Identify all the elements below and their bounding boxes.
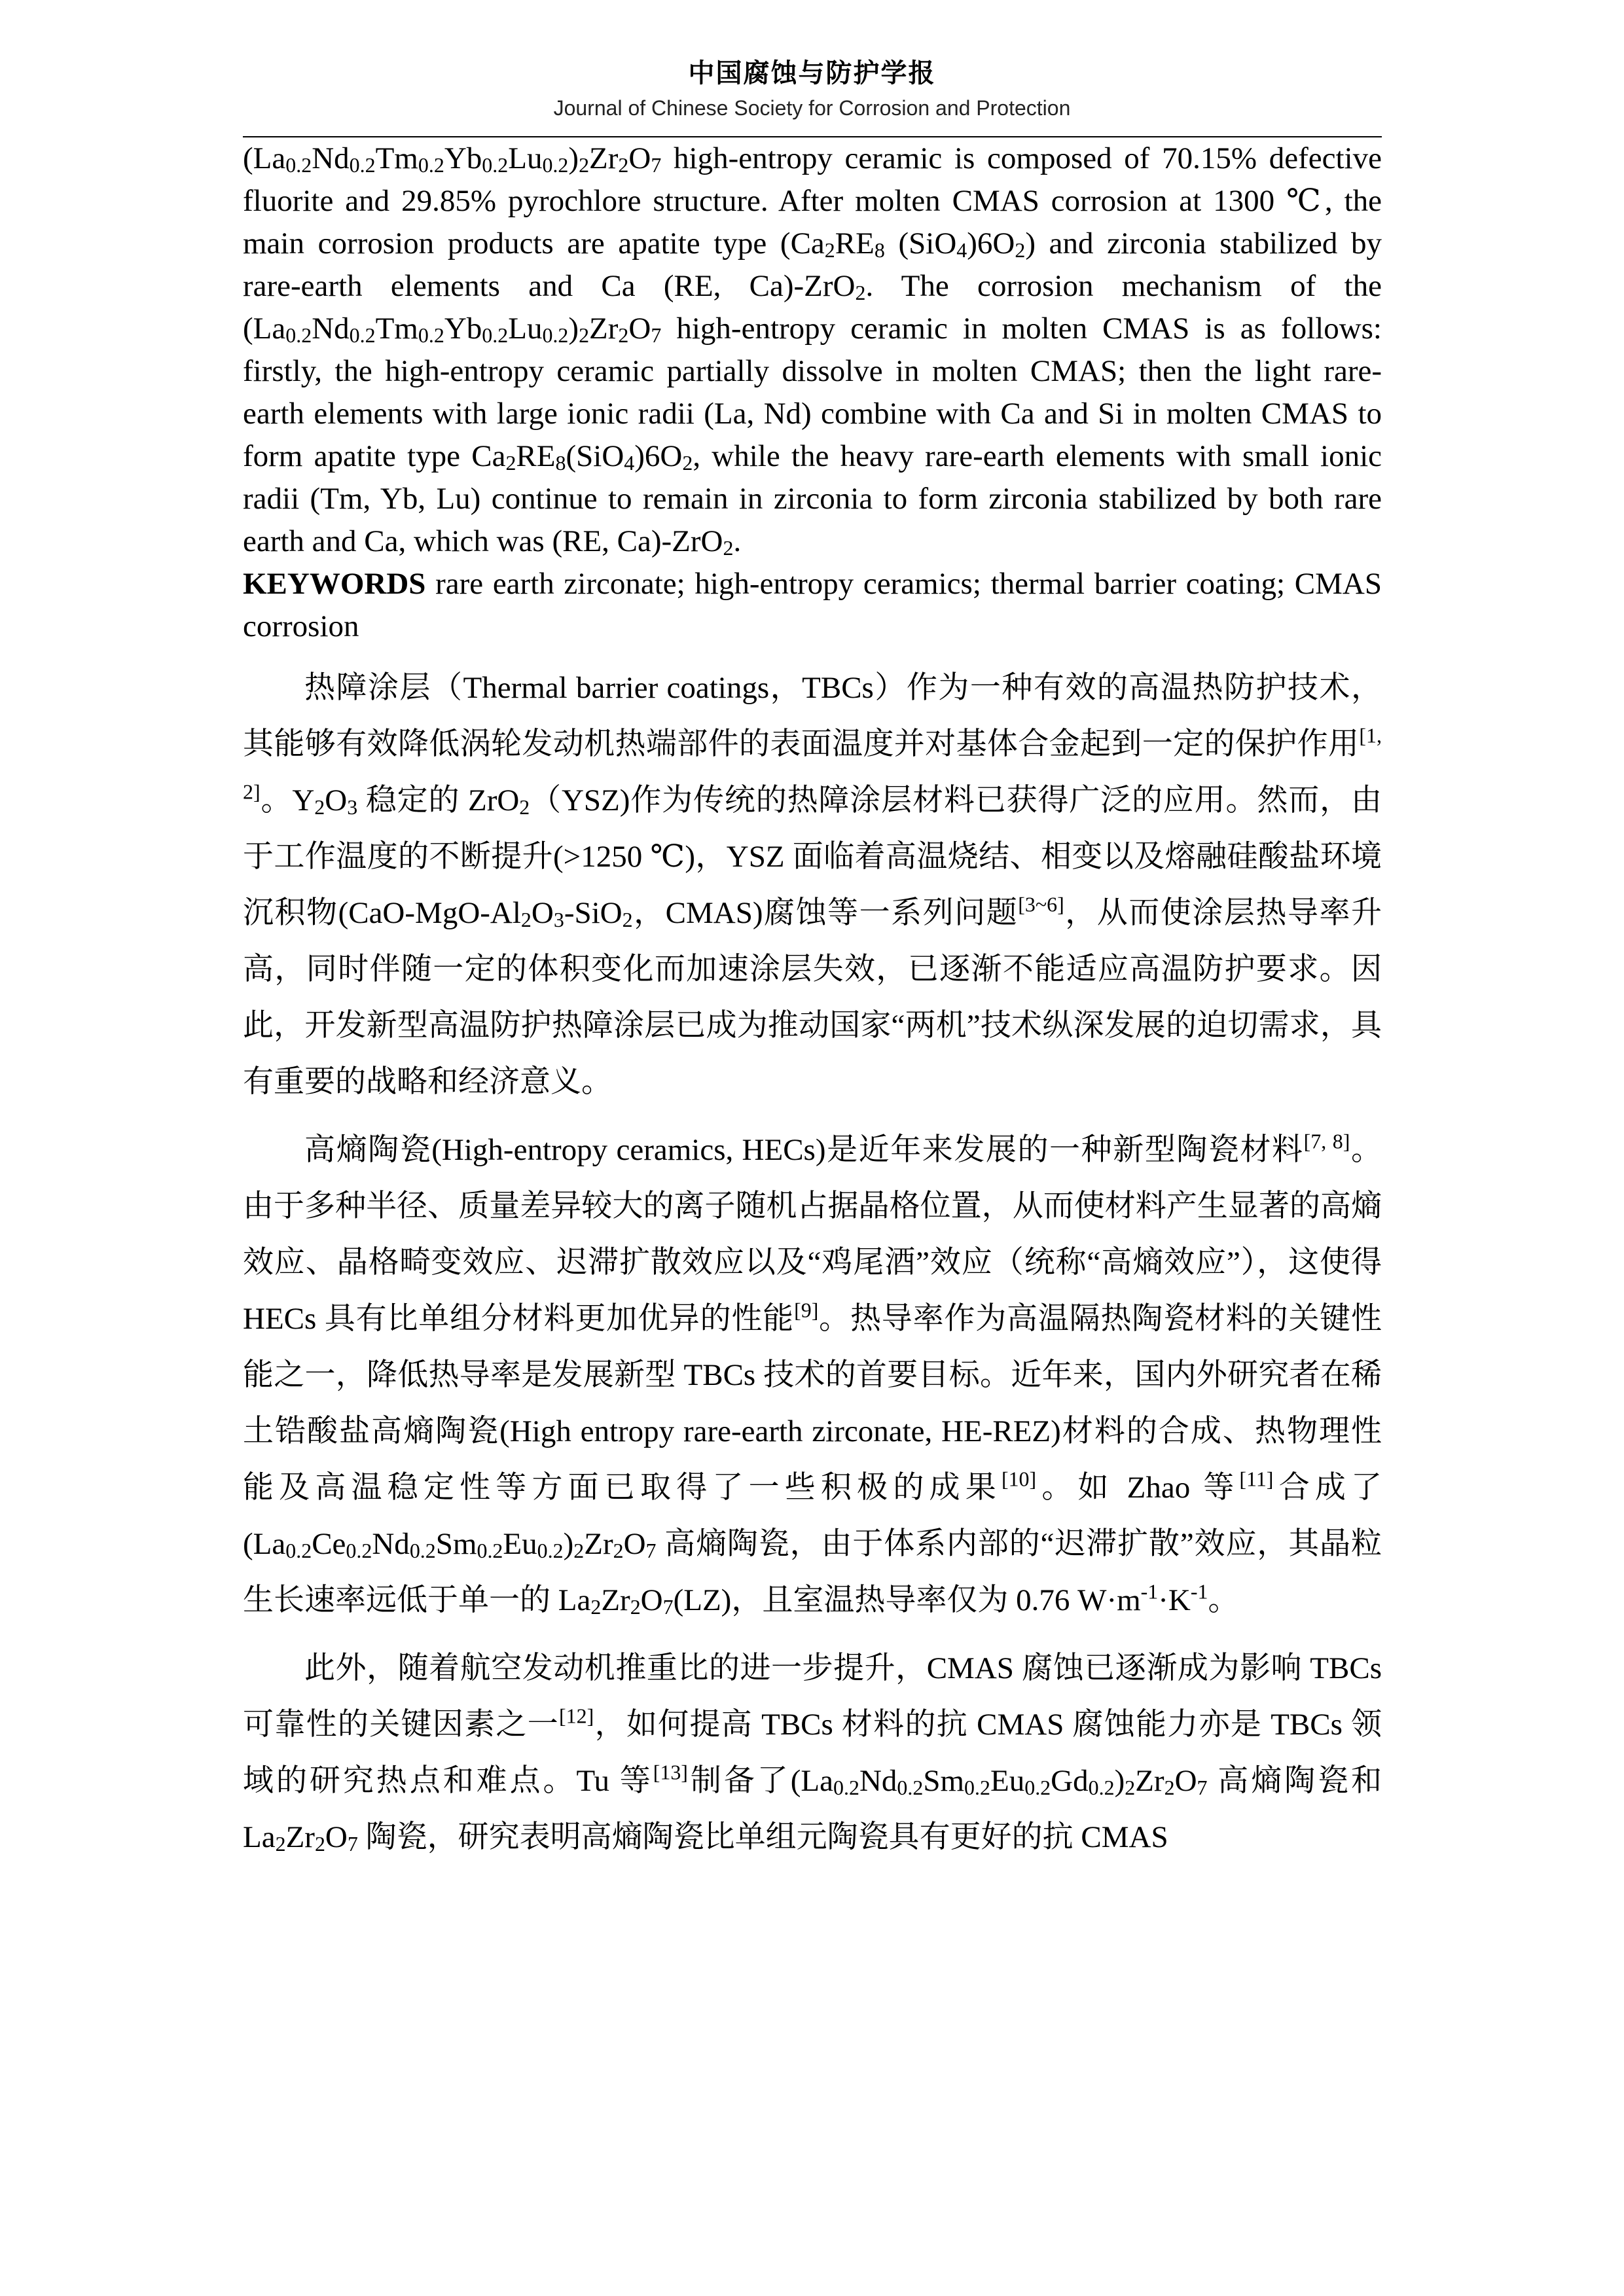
body-text: Nd xyxy=(859,1764,897,1798)
abstract-text: Yb xyxy=(444,141,482,175)
subscript: 2 xyxy=(855,281,866,304)
abstract-text: , while the heavy rare-earth elements with small ionic radii (Tm, Yb, Lu) continue to remain in zirconia to form zirconia stabilized by both rare earth and Ca, which was (RE, Ca)-ZrO xyxy=(243,439,1382,558)
body-text: ) xyxy=(1114,1764,1125,1798)
citation: [10] xyxy=(1001,1467,1037,1491)
body-text: Zr xyxy=(584,1527,613,1561)
abstract-text: O xyxy=(628,141,651,175)
citation: [9] xyxy=(794,1299,819,1322)
body-text: O xyxy=(325,1820,348,1854)
body-text: 。热导率作为高温隔热陶瓷材料的关键性能之一，降低热导率是发展新型 TBCs 技术的首要目标。近年来，国内外研究者在稀土锆酸盐高熵陶瓷(High entropy rare-earth zirconate, HE-REZ)材料的合成、热物理性能及高温稳定性等方面已取得了一些积极的成果 xyxy=(243,1302,1382,1505)
body-text: (LZ)，且室温热导率仅为 0.76 W·m xyxy=(673,1583,1141,1617)
citation: [1, 2] xyxy=(243,724,1382,804)
citation: [12] xyxy=(559,1704,594,1728)
subscript: 2 xyxy=(723,536,734,560)
body-text: 热障涂层（Thermal barrier coatings，TBCs）作为一种有效的高温热防护技术，其能够有效降低涡轮发动机热端部件的表面温度并对基体合金起到一定的保护作用 xyxy=(243,671,1382,761)
subscript: 2 xyxy=(622,908,633,931)
abstract-section xyxy=(243,137,1382,648)
subscript: 2 xyxy=(579,153,590,177)
subscript: 3 xyxy=(553,908,564,931)
subscript: 2 xyxy=(520,908,532,931)
subscript: 0.2 xyxy=(285,323,312,347)
abstract-paragraph xyxy=(243,137,1382,563)
abstract-text: O xyxy=(628,312,651,346)
subscript: 0.2 xyxy=(537,1539,564,1562)
body-text: Sm xyxy=(435,1527,477,1561)
body-text: ，CMAS)腐蚀等一系列问题 xyxy=(632,896,1019,930)
journal-title-en: Journal of Chinese Society for Corrosion and Protection xyxy=(553,96,1071,120)
subscript: 2 xyxy=(519,795,530,819)
abstract-text: Tm xyxy=(375,312,418,346)
subscript: 2 xyxy=(1125,1776,1136,1799)
body-text: 合成了(La xyxy=(243,1471,1382,1561)
subscript: 4 xyxy=(956,238,967,262)
abstract-text: RE xyxy=(835,226,875,260)
citation: [7, 8] xyxy=(1303,1130,1350,1153)
abstract-text: )6O xyxy=(634,439,683,473)
body-text: Zr xyxy=(1135,1764,1164,1798)
subscript: 2 xyxy=(824,238,835,262)
abstract-text: (SiO xyxy=(884,226,957,260)
subscript: 0.2 xyxy=(418,323,444,347)
abstract-text: (La xyxy=(243,312,286,346)
body-text: 。 xyxy=(1208,1583,1239,1617)
subscript: 0.2 xyxy=(346,1539,372,1562)
subscript: 2 xyxy=(590,1595,602,1619)
citation: [3~6] xyxy=(1018,893,1064,916)
body-text: 制备了(La xyxy=(687,1764,833,1798)
abstract-text: ) xyxy=(568,141,579,175)
body-text: ·K xyxy=(1158,1583,1191,1617)
subscript: 7 xyxy=(662,1595,674,1619)
subscript: 0.2 xyxy=(477,1539,503,1562)
body-text: 此外，随着航空发动机推重比的进一步提升，CMAS 腐蚀已逐渐成为影响 TBCs 可靠性的关键因素之一 xyxy=(243,1651,1382,1742)
subscript: 2 xyxy=(613,1539,624,1562)
body-text: Zr xyxy=(601,1583,630,1617)
subscript: 2 xyxy=(275,1832,286,1856)
subscript: 2 xyxy=(579,323,590,347)
abstract-text: high-entropy ceramic in molten CMAS is as follows: firstly, the high-entropy ceramic partially dissolve in molten CMAS; then the light rare-earth elements with large ionic radii (La, Nd) combine with Ca and Si in molten CMAS to form apatite type Ca xyxy=(243,312,1382,473)
abstract-text: Yb xyxy=(444,312,482,346)
subscript: 0.2 xyxy=(349,153,376,177)
abstract-text: RE xyxy=(516,439,556,473)
abstract-text: Zr xyxy=(589,141,619,175)
subscript: 0.2 xyxy=(542,153,569,177)
body-section xyxy=(243,660,1382,1877)
body-text: （YSZ)作为传统的热障涂层材料已获得广泛的应用。然而，由于工作温度的不断提升(>1250 ℃)，YSZ 面临着高温烧结、相变以及熔融硅酸盐环境沉积物(CaO-MgO-Al xyxy=(243,783,1382,930)
subscript: 2 xyxy=(682,451,693,475)
subscript: 0.2 xyxy=(482,323,509,347)
subscript: 7 xyxy=(651,153,662,177)
body-text: O xyxy=(531,896,554,930)
subscript: 0.2 xyxy=(285,153,312,177)
journal-title-cn: 中国腐蚀与防护学报 xyxy=(688,58,936,88)
abstract-text: Nd xyxy=(312,312,350,346)
subscript: 2 xyxy=(1164,1776,1175,1799)
body-text: Nd xyxy=(372,1527,410,1561)
abstract-text: . xyxy=(733,524,742,558)
abstract-text: high-entropy ceramic is composed of 70.15% defective fluorite and 29.85% pyrochlore structure. After molten CMAS corrosion at 1300 ℃, the main corrosion products are apatite type (Ca xyxy=(243,141,1382,260)
body-text: 高熵陶瓷，由于体系内部的“迟滞扩散”效应，其晶粒生长速率远低于单一的 La xyxy=(243,1527,1382,1617)
subscript: 2 xyxy=(1015,238,1026,262)
abstract-text: Lu xyxy=(508,141,543,175)
abstract-text: ) and zirconia stabilized by rare-earth elements and Ca (RE, Ca)-ZrO xyxy=(243,226,1382,303)
body-text: ，如何提高 TBCs 材料的抗 CMAS 腐蚀能力亦是 TBCs 领域的研究热点和难点。Tu 等 xyxy=(243,1708,1382,1798)
subscript: 0.2 xyxy=(349,323,376,347)
abstract-text: ) xyxy=(568,312,579,346)
subscript: 8 xyxy=(555,451,566,475)
body-text: 陶瓷，研究表明高熵陶瓷比单组元陶瓷具有更好的抗 CMAS xyxy=(357,1820,1168,1854)
subscript: 0.2 xyxy=(1024,1776,1051,1799)
keywords-text: rare earth zirconate; high-entropy ceramics; thermal barrier coating; CMAS corrosion xyxy=(243,567,1382,643)
body-paragraph-2 xyxy=(243,1122,1382,1628)
subscript: 0.2 xyxy=(964,1776,990,1799)
body-text: ，从而使涂层热导率升高，同时伴随一定的体积变化而加速涂层失效，已逐渐不能适应高温防护要求。因此，开发新型高温防护热障涂层已成为推动国家“两机”技术纵深发展的迫切需求，具有重要的战略和经济意义。 xyxy=(243,896,1382,1099)
subscript: 0.2 xyxy=(1088,1776,1115,1799)
abstract-text: . The corrosion mechanism of the xyxy=(865,269,1382,303)
citation: [11] xyxy=(1239,1467,1274,1491)
abstract-text: Nd xyxy=(312,141,350,175)
body-text: 。Y xyxy=(260,783,315,817)
subscript: 2 xyxy=(630,1595,641,1619)
body-text: Sm xyxy=(923,1764,965,1798)
citation: [13] xyxy=(653,1761,688,1784)
body-text: Eu xyxy=(990,1764,1025,1798)
body-text: -SiO xyxy=(564,896,623,930)
superscript: -1 xyxy=(1190,1580,1208,1604)
subscript: 4 xyxy=(624,451,635,475)
abstract-text: (La xyxy=(243,141,286,175)
subscript: 7 xyxy=(347,1832,358,1856)
keywords-label: KEYWORDS xyxy=(243,567,426,601)
subscript: 8 xyxy=(874,238,885,262)
body-text: Ce xyxy=(312,1527,346,1561)
abstract-text: Zr xyxy=(589,312,619,346)
subscript: 2 xyxy=(618,153,629,177)
body-paragraph-1 xyxy=(243,660,1382,1110)
subscript: 0.2 xyxy=(418,153,444,177)
subscript: 2 xyxy=(618,323,629,347)
abstract-text: (SiO xyxy=(566,439,624,473)
body-text: Gd xyxy=(1051,1764,1089,1798)
body-text: 高熵陶瓷(High-entropy ceramics, HECs)是近年来发展的一种新型陶瓷材料 xyxy=(304,1133,1304,1167)
body-text: O xyxy=(1174,1764,1197,1798)
subscript: 0.2 xyxy=(285,1539,312,1562)
body-text: 高熵陶瓷和 La xyxy=(243,1764,1382,1854)
subscript: 0.2 xyxy=(482,153,509,177)
subscript: 2 xyxy=(314,795,325,819)
subscript: 2 xyxy=(314,1832,325,1856)
subscript: 3 xyxy=(347,795,358,819)
subscript: 0.2 xyxy=(409,1539,436,1562)
subscript: 2 xyxy=(505,451,516,475)
body-text: 。由于多种半径、质量差异较大的离子随机占据晶格位置，从而使材料产生显著的高熵效应、晶格畸变效应、迟滞扩散效应以及“鸡尾酒”效应（统称“高熵效应”），这使得 HECs 具有比单组分材料更加优异的性能 xyxy=(243,1133,1382,1336)
body-text: O xyxy=(640,1583,663,1617)
subscript: 0.2 xyxy=(833,1776,859,1799)
body-text: ) xyxy=(563,1527,574,1561)
subscript: 7 xyxy=(651,323,662,347)
body-text: O xyxy=(623,1527,646,1561)
subscript: 0.2 xyxy=(897,1776,924,1799)
subscript: 7 xyxy=(645,1539,657,1562)
body-paragraph-3 xyxy=(243,1640,1382,1865)
subscript: 0.2 xyxy=(542,323,569,347)
keywords-paragraph xyxy=(243,563,1382,648)
subscript: 2 xyxy=(573,1539,585,1562)
abstract-text: Lu xyxy=(508,312,543,346)
body-text: 。如 Zhao 等 xyxy=(1036,1471,1240,1505)
abstract-text: )6O xyxy=(967,226,1015,260)
subscript: 7 xyxy=(1197,1776,1208,1799)
body-text: Zr xyxy=(285,1820,315,1854)
page-header xyxy=(0,54,1624,123)
body-text: O xyxy=(325,783,348,817)
abstract-text: Tm xyxy=(375,141,418,175)
body-text: Eu xyxy=(503,1527,537,1561)
superscript: -1 xyxy=(1140,1580,1159,1604)
body-text: 稳定的 ZrO xyxy=(357,783,520,817)
